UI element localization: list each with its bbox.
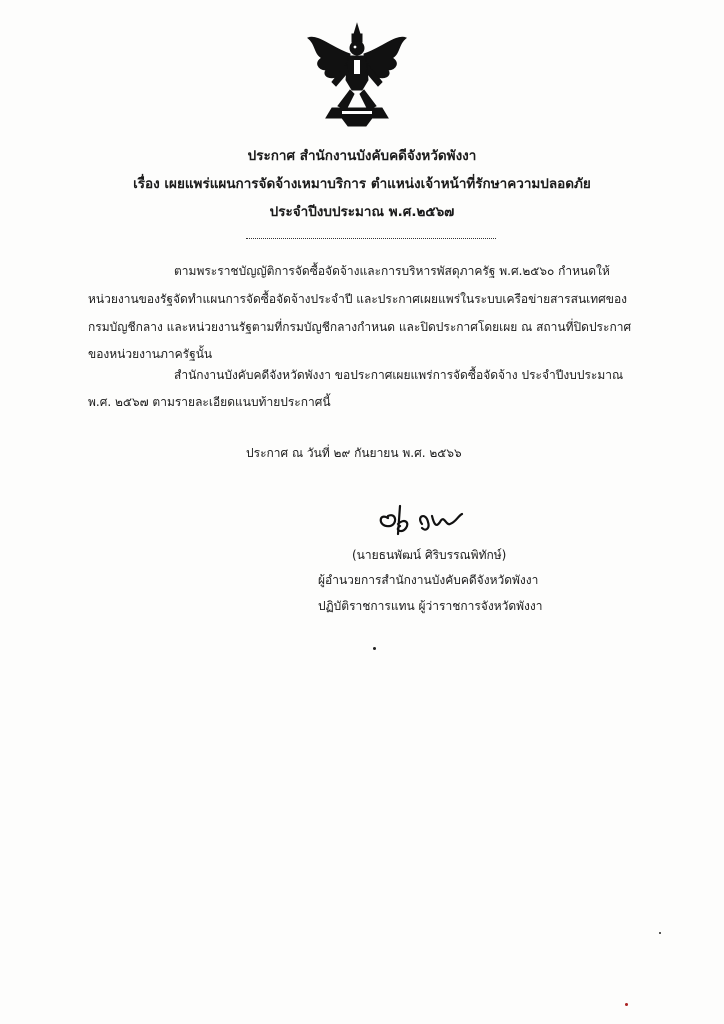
signer-acting-position: ปฏิบัติราชการแทน ผู้ว่าราชการจังหวัดพังงา (318, 599, 543, 613)
paragraph-1-line-1: ตามพระราชบัญญัติการจัดซื้อจัดจ้างและการบริหารพัสดุภาครัฐ พ.ศ.๒๕๖๐ กำหนดให้ (174, 264, 610, 278)
paragraph-2-line-1: สำนักงานบังคับคดีจังหวัดพังงา ขอประกาศเผยแพร่การจัดซื้อจัดจ้าง ประจำปีงบประมาณ (174, 368, 624, 382)
paragraph-1-line-2: หน่วยงานของรัฐจัดทำแผนการจัดซื้อจัดจ้างประจำปี และประกาศเผยแพร่ในระบบเครือข่ายสารสนเทศของ (88, 292, 628, 306)
scan-speck (659, 932, 661, 934)
signature-icon (370, 494, 520, 536)
garuda-emblem-icon (302, 20, 412, 128)
paragraph-1-line-4: ของหน่วยงานภาครัฐนั้น (88, 347, 213, 361)
paragraph-2-line-2: พ.ศ. ๒๕๖๗ ตามรายละเอียดแนบท้ายประกาศนี้ (88, 395, 331, 409)
scan-speck (373, 647, 376, 650)
dotted-divider (246, 238, 496, 239)
signer-position: ผู้อำนวยการสำนักงานบังคับคดีจังหวัดพังงา (318, 573, 539, 587)
paragraph-1-line-3: กรมบัญชีกลาง และหน่วยงานรัฐตามที่กรมบัญชีกลางกำหนด และปิดประกาศโดยเผย ณ สถานที่ปิดประกาศ (88, 320, 632, 334)
scan-speck (625, 1003, 628, 1006)
fiscal-year-line: ประจำปีงบประมาณ พ.ศ.๒๕๖๗ (269, 204, 455, 220)
announcement-date: ประกาศ ณ วันที่ ๒๙ กันยายน พ.ศ. ๒๕๖๖ (246, 446, 462, 460)
announcement-subject: เรื่อง เผยแพร่แผนการจัดจ้างเหมาบริการ ตำแหน่งเจ้าหน้าที่รักษาความปลอดภัย (133, 176, 591, 192)
signer-name: (นายธนพัฒน์ ศิริบรรณพิทักษ์) (352, 548, 507, 562)
announcement-title: ประกาศ สำนักงานบังคับคดีจังหวัดพังงา (247, 148, 477, 164)
